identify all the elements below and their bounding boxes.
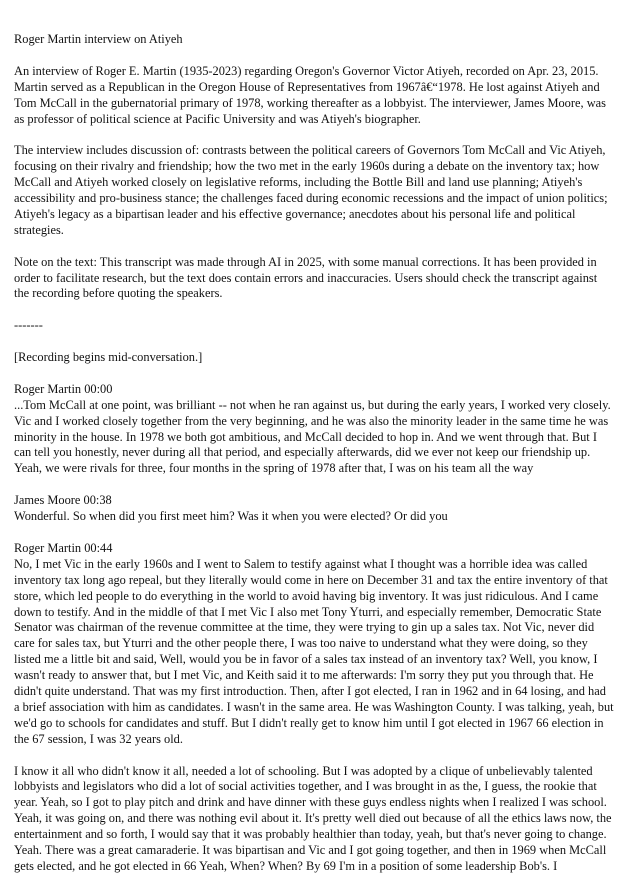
separator: -------	[14, 318, 43, 333]
document-page	[14, 32, 614, 891]
document-title: Roger Martin interview on Atiyeh	[14, 32, 183, 46]
speaker-timestamp: James Moore 00:38	[14, 493, 112, 508]
speaker-timestamp: Roger Martin 00:00	[14, 381, 113, 396]
note-paragraph: Note on the text: This transcript was made through AI in 2025, with some manual corrections. It has been provided in order to facilitate research, but the text does contain errors and inaccuracies. Users should check the transcript against the recording before quoting the speakers.	[14, 254, 598, 301]
transcript-entry	[14, 541, 614, 748]
speaker-timestamp: Roger Martin 00:44	[14, 540, 113, 555]
utterance-text: Wonderful. So when did you first meet him? Was it when you were elected? Or did you	[14, 509, 448, 524]
transcript-entry	[14, 382, 614, 477]
utterance-text: ...Tom McCall at one point, was brilliant -- not when he ran against us, but during the early years, I worked very closely. Vic and I worked closely together from the very beginning, and he was also the minority leader in the same time he was minority in the house. In 1978 we both got ambitious, and McCall decided to hop in. And we went through that. But I can tell you honestly, never during all that period, and especially afterwards, did we ever not keep our friendship up. Yeah, we were rivals for three, four months in the spring of 1978 after that, I was on his team all the way	[14, 397, 611, 476]
recording-note: [Recording begins mid-conversation.]	[14, 350, 203, 365]
transcript-entry	[14, 493, 614, 525]
continuation-paragraph: I know it all who didn't know it all, needed a lot of schooling. But I was adopted by a clique of unbelievably talented lobbyists and legislators who did a lot of social activities together, and I was brought in as the, I guess, the rookie that year. Yeah, so I got to play pitch and drink and have dinner with these guys endless nights when I realized I was school. Yeah, it was going on, and there was nothing evil about it. It's pretty well died out because of all the ethics laws now, the entertainment and so forth, I would say that it was probably healthier than today, yeah, but that's never going to change. Yeah. There was a great camaraderie. It was bipartisan and Vic and I got going together, and then in 1969 when McCall gets elected, and he got elected in 66 Yeah, When? When? By 69 I'm in a position of some leadership Bob's. I	[14, 763, 612, 873]
summary-paragraph: An interview of Roger E. Martin (1935-2023) regarding Oregon's Governor Victor Atiyeh, recorded on Apr. 23, 2015. Martin served as a Republican in the Oregon House of Representatives from 1967â€“1978. He lost against Atiyeh and Tom McCall in the gubernatorial primary of 1978, working thereafter as a lobbyist. The interviewer, James Moore, was as professor of political science at Pacific University and was Atiyeh's biographer.	[14, 63, 606, 126]
topics-paragraph: The interview includes discussion of: contrasts between the political careers of Governors Tom McCall and Vic Atiyeh, focusing on their rivalry and friendship; how the two met in the early 1960s during a debate on the inventory tax; how McCall and Atiyeh worked closely on legislative reforms, including the Bottle Bill and land use planning; Atiyeh's accessibility and pro-business stance; the challenges faced during economic recessions and the impact of union politics; Atiyeh's legacy as a bipartisan leader and his effective governance; anecdotes about his personal life and political strategies.	[14, 143, 608, 237]
utterance-text: No, I met Vic in the early 1960s and I went to Salem to testify against what I thought was a horrible idea was called inventory tax long ago repeal, but they literally would come in here on December 31 and tax the entire inventory of that store, which led people to do everything in the world to avoid having big inventory. It was just ridiculous. And I came down to testify. And in the middle of that I met Vic I also met Tony Yturri, and especially remember, Democratic State Senator was chairman of the revenue committee at the time, they were trying to gin up a sales tax. Not Vic, never did care for sales tax, but Yturri and the other people there, I was too naive to understand what they were doing, so they listed me a little bit and said, Well, would you be in favor of a sales tax instead of an inventory tax? Well, you know, I wasn't ready to answer that, but I met Vic, and Keith said it to me afterwards: I'm sorry they put you through that. He didn't quite understand. That was my first introduction. Then, after I got elected, I ran in 1962 and in 64 losing, and had a brief association with him as candidates. I wasn't in the same area. He was Washington County. I was talking, yeah, but we'd go to schools for candidates and stuff. But I didn't really get to know him until I got elected in 1967 66 election in the 67 session, I was 32 years old.	[14, 556, 614, 746]
